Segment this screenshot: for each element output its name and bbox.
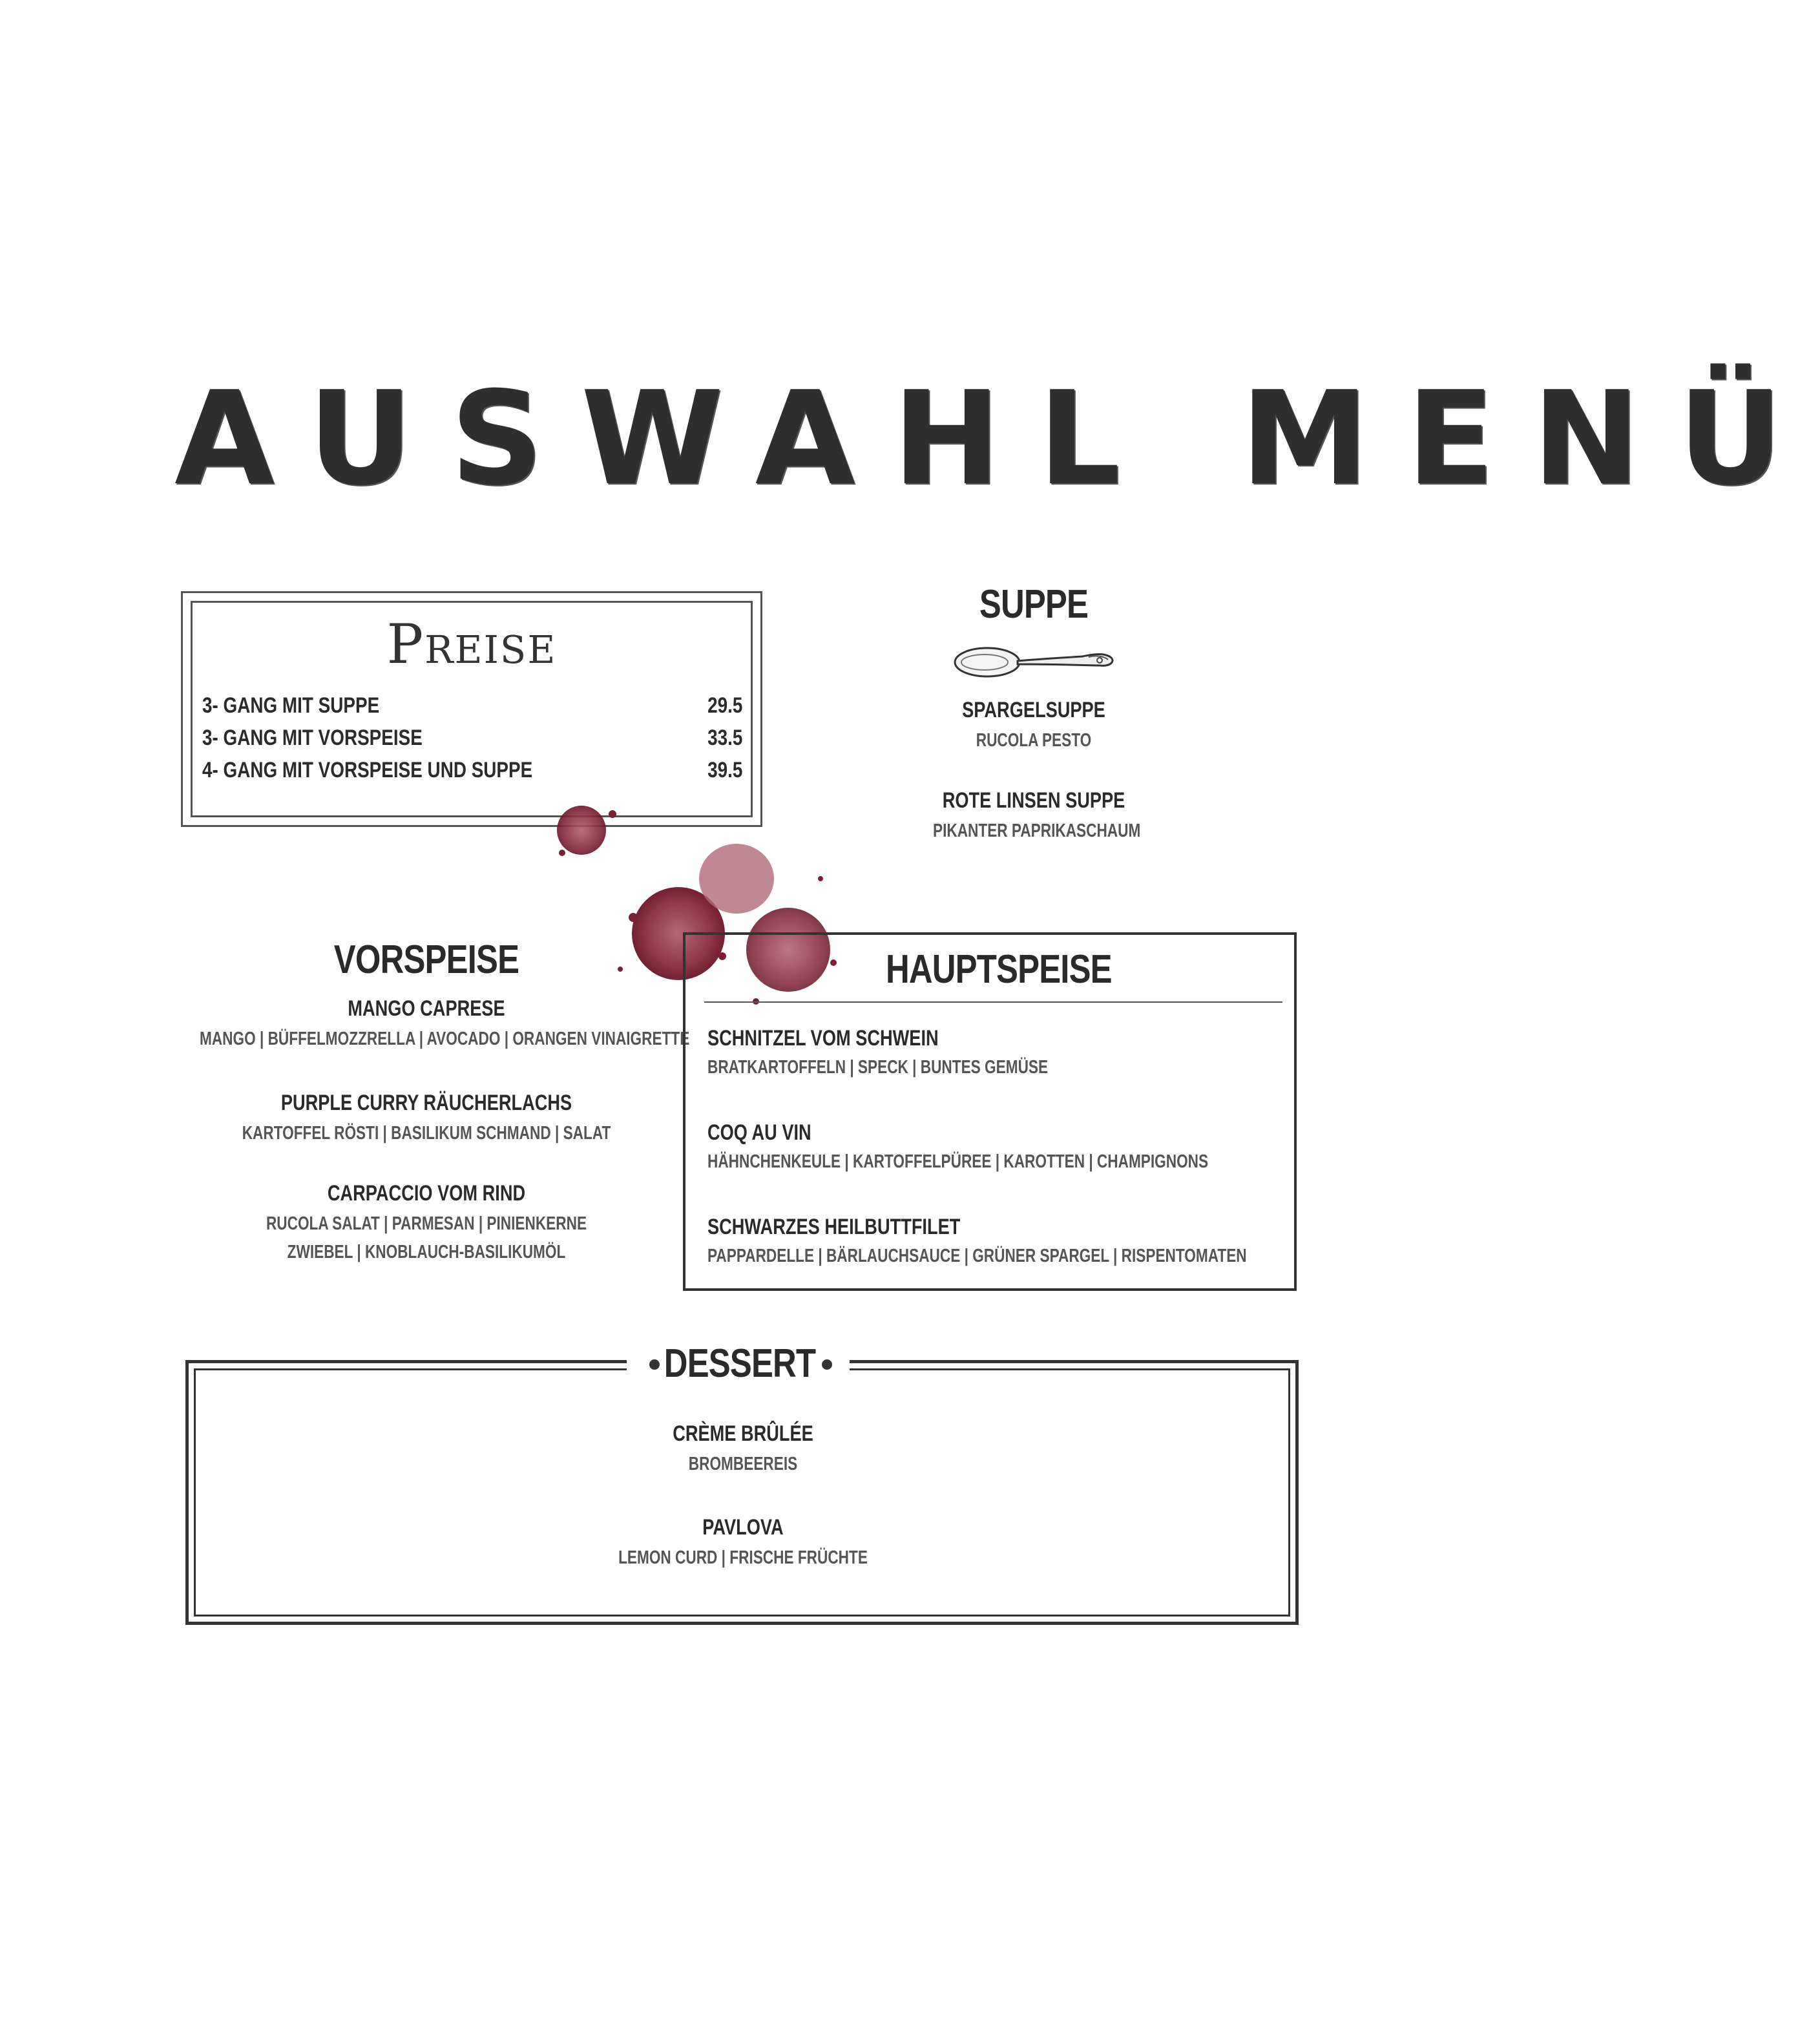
- price-row: [202, 758, 742, 790]
- dish-name: COQ AU VIN: [707, 1120, 811, 1145]
- dish-desc: PAPPARDELLE | BÄRLAUCHSAUCE | GRÜNER SPARGEL | RISPENTOMATEN: [707, 1246, 1247, 1266]
- vorspeise-heading: VORSPEISE: [333, 937, 519, 982]
- dish-desc: ZWIEBEL | KNOBLAUCH-BASILIKUMÖL: [287, 1242, 566, 1262]
- dish-desc: KARTOFFEL RÖSTI | BASILIKUM SCHMAND | SALAT: [242, 1123, 611, 1144]
- dish-name: ROTE LINSEN SUPPE: [942, 788, 1125, 813]
- dessert-box-inner: [194, 1368, 1290, 1617]
- hauptspeise-heading: HAUPTSPEISE: [886, 947, 1112, 992]
- price-row: [202, 726, 742, 758]
- suppe-heading: SUPPE: [979, 582, 1089, 627]
- price-value: 39.5: [707, 758, 743, 782]
- dish-desc: PIKANTER PAPRIKASCHAUM: [933, 821, 1141, 841]
- dish-name: CARPACCIO VOM RIND: [327, 1181, 526, 1206]
- dish-name: SPARGELSUPPE: [962, 698, 1105, 722]
- dish-desc: RUCOLA SALAT | PARMESAN | PINIENKERNE: [266, 1213, 587, 1234]
- price-row: [202, 693, 742, 726]
- dish-name: MANGO CAPRESE: [348, 996, 505, 1021]
- title-text: AUSWAHL MENÜ: [174, 364, 1820, 514]
- divider: [704, 1001, 1282, 1003]
- dish-desc: BRATKARTOFFELN | SPECK | BUNTES GEMÜSE: [707, 1057, 1049, 1078]
- price-value: 33.5: [707, 726, 743, 750]
- dessert-heading: DESSERT: [664, 1341, 816, 1386]
- prices-heading: Preise: [386, 612, 557, 676]
- dish-desc: HÄHNCHENKEULE | KARTOFFELPÜREE | KAROTTEN | CHAMPIGNONS: [707, 1151, 1209, 1172]
- dish-name: SCHNITZEL VOM SCHWEIN: [707, 1026, 939, 1051]
- price-name: 3- GANG MIT SUPPE: [202, 693, 380, 718]
- spoon-icon: [950, 640, 1118, 685]
- dish-name: SCHWARZES HEILBUTTFILET: [707, 1215, 961, 1239]
- price-value: 29.5: [707, 693, 743, 718]
- dish-desc: MANGO | BÜFFELMOZZRELLA | AVOCADO | ORANGEN VINAIGRETTE: [200, 1029, 690, 1049]
- price-name: 3- GANG MIT VORSPEISE: [202, 726, 423, 750]
- dish-name: PURPLE CURRY RÄUCHERLACHS: [280, 1091, 572, 1115]
- dish-desc: BROMBEEREIS: [688, 1454, 798, 1474]
- page-title: [174, 364, 1820, 514]
- price-name: 4- GANG MIT VORSPEISE UND SUPPE: [202, 758, 533, 782]
- dish-desc: LEMON CURD | FRISCHE FRÜCHTE: [618, 1547, 868, 1568]
- dish-desc: RUCOLA PESTO: [976, 730, 1092, 751]
- dish-name: CRÈME BRÛLÉE: [673, 1421, 813, 1446]
- dish-name: PAVLOVA: [702, 1515, 784, 1540]
